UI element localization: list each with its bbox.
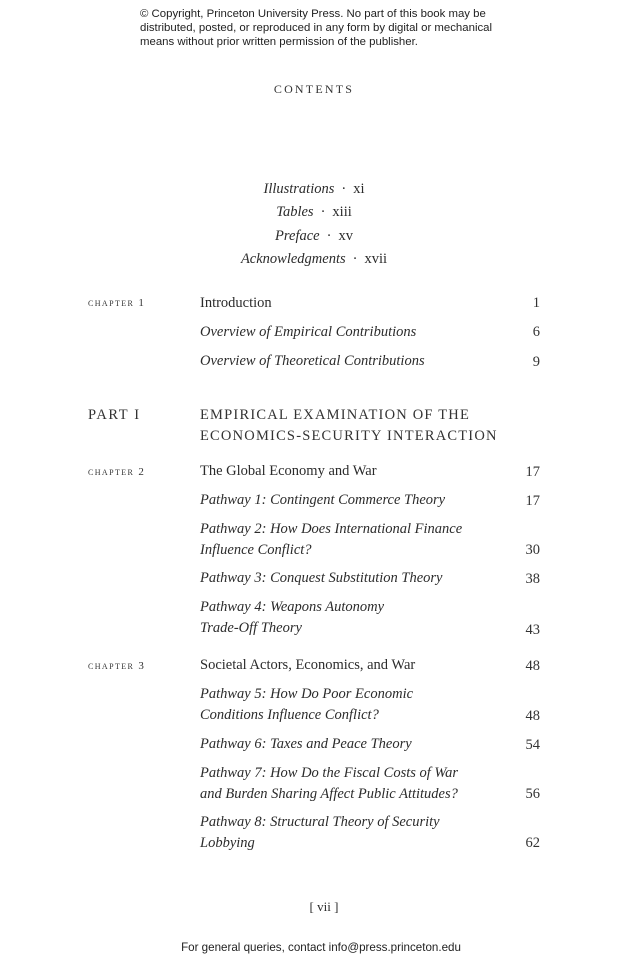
front-matter-preface [0, 228, 628, 245]
chapter-title: The Global Economy and War [200, 463, 377, 479]
chapter-label: chapter 3 [88, 660, 146, 672]
section-line: Pathway 1: Contingent Commerce Theory [200, 492, 446, 508]
part-label: PART I [88, 407, 141, 423]
front-title: Tables [276, 204, 314, 220]
part-title [200, 405, 530, 447]
separator: · [352, 251, 358, 267]
page-number: 62 [525, 835, 540, 851]
section-line: Pathway 2: How Does International Finance [200, 521, 463, 537]
front-title: Illustrations [263, 181, 335, 197]
page-number: 17 [525, 464, 540, 480]
part-title-line: ECONOMICS-SECURITY INTERACTION [200, 428, 498, 444]
section-line: Pathway 3: Conquest Substitution Theory [200, 570, 443, 586]
copyright-notice: © Copyright, Princeton University Press. No part of this book may be distributed, posted, or reproduced in any form by digital or mechanical means without prior written permission of the publisher. [140, 8, 493, 48]
section-title: Overview of Theoretical Contributions [200, 353, 425, 369]
chapter-label: chapter 1 [88, 297, 146, 309]
section-line: Pathway 7: How Do the Fiscal Costs of War [200, 765, 459, 781]
front-page: xi [353, 181, 365, 197]
section-line: Conditions Influence Conflict? [200, 707, 379, 723]
page-number: 48 [525, 658, 540, 674]
chapter-label: chapter 2 [88, 466, 146, 478]
page-number: 6 [532, 324, 540, 340]
page-number: 9 [532, 354, 540, 370]
front-page: xiii [332, 204, 352, 220]
page-number: 43 [525, 622, 540, 638]
chapter-title: Introduction [200, 295, 272, 311]
contents-heading: CONTENTS [273, 82, 355, 96]
page-number: 30 [525, 542, 540, 558]
page-number: 38 [525, 571, 540, 587]
front-page: xv [338, 228, 353, 244]
section-line: Influence Conflict? [200, 542, 312, 558]
section-line: Pathway 4: Weapons Autonomy [200, 599, 385, 615]
section-line: Trade-Off Theory [200, 620, 302, 636]
separator: · [326, 228, 332, 244]
separator: · [320, 204, 326, 220]
section-line: and Burden Sharing Affect Public Attitudes? [200, 786, 458, 802]
section-title: Overview of Empirical Contributions [200, 324, 417, 340]
front-matter-illustrations [0, 181, 628, 198]
section-line: Lobbying [200, 835, 255, 851]
front-matter-acknowledgments [0, 251, 628, 268]
footer-contact: For general queries, contact info@press.princeton.edu [181, 941, 461, 954]
separator: · [341, 181, 347, 197]
page-folio: [ vii ] [309, 899, 339, 914]
page-number: 17 [525, 493, 540, 509]
page-number: 1 [532, 295, 540, 311]
part-title-line: EMPIRICAL EXAMINATION OF THE [200, 407, 471, 423]
front-title: Preface [275, 228, 320, 244]
front-matter-tables [0, 204, 628, 221]
page-number: 48 [525, 708, 540, 724]
section-line: Pathway 8: Structural Theory of Security [200, 814, 440, 830]
section-line: Pathway 5: How Do Poor Economic [200, 686, 414, 702]
front-title: Acknowledgments [240, 251, 346, 267]
chapter-title: Societal Actors, Economics, and War [200, 657, 416, 673]
section-line: Pathway 6: Taxes and Peace Theory [200, 736, 412, 752]
page-number: 54 [525, 737, 540, 753]
page-number: 56 [525, 786, 540, 802]
front-page: xvii [364, 251, 388, 267]
